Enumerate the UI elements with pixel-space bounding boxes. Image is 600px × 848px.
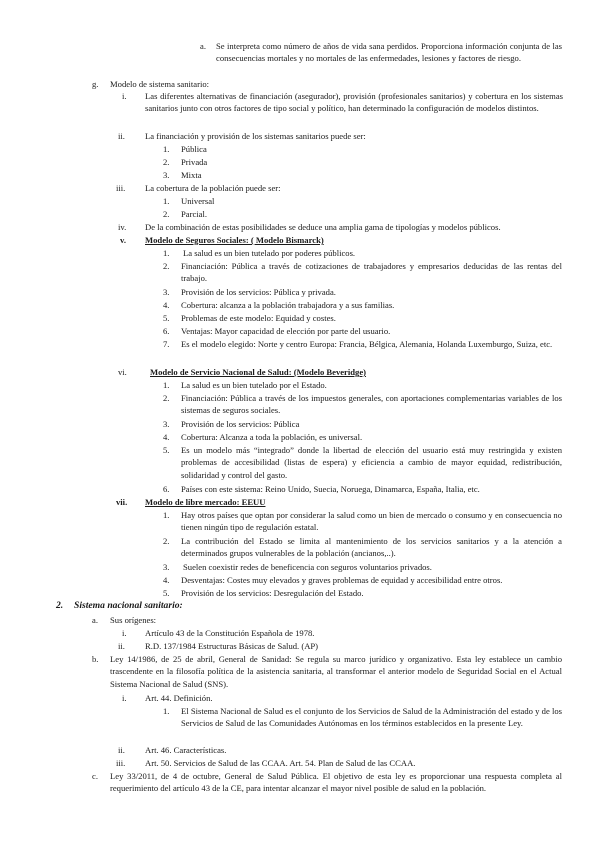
- list-item-text: La cobertura de la población puede ser:: [145, 183, 281, 193]
- list-item-text: Problemas de este modelo: Equidad y costes.: [181, 313, 336, 323]
- list-item-text: R.D. 137/1984 Estructuras Básicas de Salud. (AP): [145, 641, 319, 651]
- list-marker: i.: [122, 693, 127, 703]
- section-heading: Modelo de sistema sanitario:: [110, 79, 210, 89]
- list-item-text: Se interpreta como número de años de vida sana perdidos. Proporciona información conjunta de las consecuencias mortales y no mortales de las enfermedades, lesiones y factores de riesgo.: [216, 41, 562, 64]
- list-item-text: Suelen coexistir redes de beneficencia con seguros voluntarios privados.: [183, 562, 432, 572]
- list-item-text: Países con este sistema: Reino Unido, Suecia, Noruega, Dinamarca, España, Italia, etc.: [181, 484, 480, 494]
- list-item-text: Financiación: Pública a través de cotizaciones de trabajadores y empresarios deducidas de las rentas del trabajo.: [181, 261, 562, 284]
- list-item-text: Financiación: Pública a través de los impuestos generales, con aportaciones complementarias variables de los sistemas de seguros sociales.: [181, 393, 562, 416]
- list-item-text: Cobertura: alcanza a la población trabajadora y a sus familias.: [181, 300, 395, 310]
- list-marker: v.: [120, 235, 126, 245]
- list-marker: 4.: [163, 575, 170, 585]
- list-item-text: Es el modelo elegido: Norte y centro Europa: Francia, Bélgica, Alemania, Holanda Luxemburgo, Suiza, etc.: [181, 339, 553, 349]
- list-marker: 2.: [163, 536, 170, 546]
- list-marker: 3.: [163, 419, 170, 429]
- list-marker: 5.: [163, 313, 170, 323]
- list-marker: 5.: [163, 588, 170, 598]
- list-marker: b.: [92, 654, 99, 664]
- model-heading: Modelo de libre mercado: EEUU: [145, 497, 266, 507]
- list-marker: 2.: [163, 157, 170, 167]
- list-item-text: De la combinación de estas posibilidades se deduce una amplia gama de tipologías y modelos públicos.: [145, 222, 501, 232]
- list-marker: 1.: [163, 196, 170, 206]
- list-marker: c.: [92, 771, 98, 781]
- list-marker: 5.: [163, 445, 170, 455]
- list-marker: g.: [92, 79, 99, 89]
- list-marker: 4.: [163, 432, 170, 442]
- list-marker: vi.: [118, 367, 127, 377]
- list-marker: 7.: [163, 339, 170, 349]
- list-item-text: Sus orígenes:: [110, 615, 157, 625]
- list-item-text: Art. 46. Características.: [145, 745, 227, 755]
- list-item-text: Universal: [181, 196, 215, 206]
- list-item-text: Hay otros países que optan por considerar la salud como un bien de mercado o consumo y en consecuencia no tienen ningún tipo de regulación estatal.: [181, 510, 562, 533]
- list-item-text: Parcial.: [181, 209, 208, 219]
- list-item-text: Artículo 43 de la Constitución Española de 1978.: [145, 628, 315, 638]
- list-item-text: Cobertura: Alcanza a toda la población, es universal.: [181, 432, 363, 442]
- list-marker: i.: [122, 91, 127, 101]
- list-marker: a.: [200, 41, 206, 51]
- list-marker: 3.: [163, 170, 170, 180]
- list-marker: 1.: [163, 380, 170, 390]
- list-item-text: La contribución del Estado se limita al mantenimiento de los servicios sanitarios y a la atención a determinados grupos vulnerables de la población (ancianos,..).: [181, 536, 562, 559]
- list-item-text: Art. 44. Definición.: [145, 693, 213, 703]
- list-marker: 2.: [163, 209, 170, 219]
- list-item-text: Pública: [181, 144, 207, 154]
- list-marker: iii.: [116, 183, 126, 193]
- list-marker: ii.: [118, 641, 125, 651]
- list-marker: 1.: [163, 706, 170, 716]
- list-item-text: Provisión de los servicios: Pública y privada.: [181, 287, 336, 297]
- list-marker: 1.: [163, 248, 170, 258]
- list-marker: 6.: [163, 484, 170, 494]
- list-marker: iii.: [116, 758, 126, 768]
- section-number: 2.: [56, 600, 64, 611]
- list-marker: 6.: [163, 326, 170, 336]
- section-heading: Sistema nacional sanitario:: [74, 600, 183, 611]
- list-marker: a.: [92, 615, 98, 625]
- list-item-text: Provisión de los servicios: Pública: [181, 419, 300, 429]
- list-item-text: Es un modelo más “integrado” donde la libertad de elección del usuario está muy restringida y existen problemas de accesibilidad (listas de espera) y eficiencia a cambio de mayor equidad, redistribución, solidaridad y control del gasto.: [181, 445, 562, 480]
- list-marker: ii.: [118, 131, 125, 141]
- list-item-text: Art. 50. Servicios de Salud de las CCAA. Art. 54. Plan de Salud de las CCAA.: [145, 758, 416, 768]
- list-item-text: Mixta: [181, 170, 202, 180]
- list-marker: 3.: [163, 287, 170, 297]
- list-item-text: Las diferentes alternativas de financiación (asegurador), provisión (profesionales sanitarios) y cobertura en los sistemas sanitarios junto con otros factores de tipo social y político, han determinado la configuración de modelos distintos.: [145, 91, 563, 114]
- list-item-text: Ley 14/1986, de 25 de abril, General de Sanidad: Se regula su marco jurídico y organizativo. Esta ley establece un cambio trascendente en la filosofía política de la asistencia sanitaria, al transformar el anterior modelo de Seguridad Social en el Actual Sistema Nacional de Salud (SNS).: [110, 654, 562, 689]
- list-marker: 1.: [163, 144, 170, 154]
- list-marker: 1.: [163, 510, 170, 520]
- list-item-text: Provisión de los servicios: Desregulación del Estado.: [181, 588, 364, 598]
- list-marker: iv.: [118, 222, 127, 232]
- list-marker: 3.: [163, 562, 170, 572]
- list-marker: vii.: [116, 497, 128, 507]
- list-item-text: La salud es un bien tutelado por el Estado.: [181, 380, 327, 390]
- list-item-text: Desventajas: Costes muy elevados y graves problemas de equidad y accesibilidad entre otros.: [181, 575, 503, 585]
- list-marker: ii.: [118, 745, 125, 755]
- list-marker: 2.: [163, 261, 170, 271]
- list-item-text: El Sistema Nacional de Salud es el conjunto de los Servicios de Salud de la Administración del estado y de los Servicios de Salud de las Comunidades Autónomas en los términos establecidos en la presente Ley.: [181, 706, 562, 729]
- list-marker: i.: [122, 628, 127, 638]
- list-marker: 4.: [163, 300, 170, 310]
- list-marker: 2.: [163, 393, 170, 403]
- model-heading: Modelo de Seguros Sociales: ( Modelo Bismarck): [145, 235, 324, 245]
- list-item-text: La salud es un bien tutelado por poderes públicos.: [183, 248, 356, 258]
- list-item-text: Ley 33/2011, de 4 de octubre, General de Salud Pública. El objetivo de esta ley es proporcionar una respuesta completa al requerimiento del artículo 43 de la CE, para intentar alcanzar el mayor nivel posible de salud en la población.: [110, 771, 562, 794]
- list-item-text: Privada: [181, 157, 208, 167]
- list-item-text: La financiación y provisión de los sistemas sanitarios puede ser:: [145, 131, 366, 141]
- model-heading: Modelo de Servicio Nacional de Salud: (Modelo Beveridge): [150, 367, 367, 377]
- list-item-text: Ventajas: Mayor capacidad de elección por parte del usuario.: [181, 326, 391, 336]
